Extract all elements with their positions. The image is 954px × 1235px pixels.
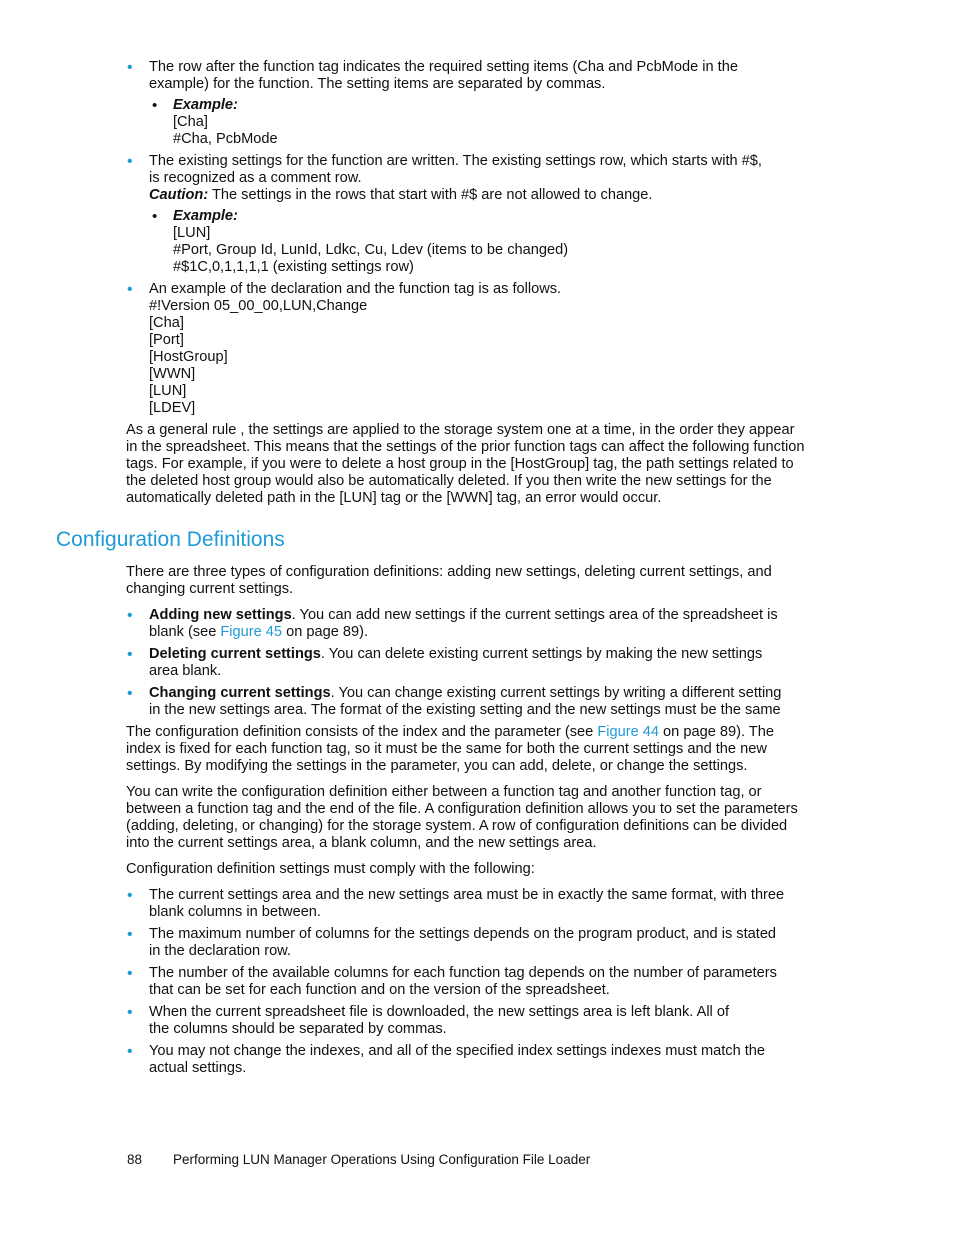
rule-item	[126, 965, 836, 999]
text-line: • The current settings area and the new settings area must be in exactly the same format, with three	[149, 887, 785, 903]
text-line: in the spreadsheet. This means that the settings of the prior function tags can affect the following function	[126, 439, 805, 455]
text-line: that can be set for each function and on the version of the spreadsheet.	[149, 982, 610, 998]
text-line: area blank.	[149, 663, 222, 679]
example-line: [LUN]	[173, 225, 211, 241]
example-item	[149, 97, 836, 148]
term-text: . You can delete existing current settings by making the new settings	[320, 646, 763, 662]
text-line: • An example of the declaration and the function tag is as follows.	[149, 281, 562, 297]
example-line: #Port, Group Id, LunId, Ldkc, Cu, Ldev (items to be changed)	[173, 242, 569, 258]
term-label: Adding new settings	[149, 607, 292, 623]
text-line	[126, 724, 836, 741]
text-line: • The maximum number of columns for the settings depends on the program product, and is stated	[149, 926, 777, 942]
caution-line	[149, 187, 836, 204]
general-rule-paragraph	[126, 422, 836, 507]
code-line: [LUN]	[149, 383, 187, 399]
bullet-declaration-example	[126, 281, 836, 417]
text-line: settings. By modifying the settings in the parameter, you can add, delete, or change the settings.	[126, 758, 748, 774]
text-line	[149, 646, 836, 663]
comply-paragraph: Configuration definition settings must comply with the following:	[126, 861, 535, 877]
text-fragment: blank (see	[149, 624, 221, 640]
code-line: [Port]	[149, 332, 184, 348]
section-heading: Configuration Definitions	[56, 528, 285, 551]
text-fragment: on page 89). The	[659, 724, 774, 740]
top-bullet-list	[126, 59, 836, 417]
code-line: [LDEV]	[149, 400, 196, 416]
text-line	[149, 685, 836, 702]
text-line: index is fixed for each function tag, so it must be the same for both the current settings and the new	[126, 741, 767, 757]
text-line: • You may not change the indexes, and all of the specified index settings indexes must match the	[149, 1043, 766, 1059]
footer-title: Performing LUN Manager Operations Using Configuration File Loader	[173, 1152, 591, 1167]
bullet-adding	[126, 607, 836, 641]
page-footer	[127, 1151, 590, 1168]
term-label: Deleting current settings	[149, 646, 321, 662]
text-line: is recognized as a comment row.	[149, 170, 362, 186]
example-line: [Cha]	[173, 114, 208, 130]
text-line: • The number of the available columns for each function tag depends on the number of parameters	[149, 965, 777, 981]
write-paragraph	[126, 784, 836, 852]
caution-label: Caution:	[149, 187, 209, 203]
text-line: between a function tag and the end of the file. A configuration definition allows you to set the parameters	[126, 801, 798, 817]
example-line: #Cha, PcbMode	[173, 131, 278, 147]
bullet-deleting	[126, 646, 836, 680]
text-line: • The row after the function tag indicates the required setting items (Cha and PcbMode in the	[149, 59, 738, 75]
text-line	[149, 624, 836, 641]
caution-text: The settings in the rows that start with #$ are not allowed to change.	[208, 187, 653, 203]
text-line: (adding, deleting, or changing) for the storage system. A row of configuration definitions can be divided	[126, 818, 788, 834]
page-body	[56, 59, 836, 1082]
text-line: into the current settings area, a blank column, and the new settings area.	[126, 835, 597, 851]
text-line: the deleted host group would also be automatically deleted. If you then write the new settings for the	[126, 473, 772, 489]
index-paragraph	[126, 724, 836, 775]
text-line: in the new settings area. The format of the existing setting and the new settings must be the same	[149, 702, 781, 718]
text-line: blank columns in between.	[149, 904, 321, 920]
figure-45-link[interactable]: Figure 45	[220, 624, 283, 640]
example-list	[149, 208, 836, 276]
text-line: actual settings.	[149, 1060, 247, 1076]
code-line: [WWN]	[149, 366, 196, 382]
text-line: As a general rule , the settings are applied to the storage system one at a time, in the order they appear	[126, 422, 795, 438]
code-line: [HostGroup]	[149, 349, 228, 365]
text-fragment: on page 89).	[282, 624, 369, 640]
term-text: . You can change existing current settings by writing a different setting	[330, 685, 782, 701]
rule-item	[126, 1043, 836, 1077]
text-line: automatically deleted path in the [LUN] tag or the [WWN] tag, an error would occur.	[126, 490, 662, 506]
text-line: • When the current spreadsheet file is downloaded, the new settings area is left blank. All of	[149, 1004, 730, 1020]
text-line: changing current settings.	[126, 581, 294, 597]
text-line: in the declaration row.	[149, 943, 291, 959]
rule-item	[126, 1004, 836, 1038]
text-line: example) for the function. The setting items are separated by commas.	[149, 76, 606, 92]
example-line: #$1C,0,1,1,1,1 (existing settings row)	[173, 259, 414, 275]
rules-list	[126, 887, 836, 1077]
example-label: • Example:	[173, 97, 238, 113]
definition-types-list	[126, 607, 836, 719]
text-line: tags. For example, if you were to delete a host group in the [HostGroup] tag, the path settings related to	[126, 456, 794, 472]
text-line: the columns should be separated by commas.	[149, 1021, 447, 1037]
text-line: • The existing settings for the function are written. The existing settings row, which starts with #$,	[149, 153, 762, 169]
text-line: There are three types of configuration definitions: adding new settings, deleting current settings, and	[126, 564, 772, 580]
example-item	[149, 208, 836, 276]
text-fragment: The configuration definition consists of the index and the parameter (see	[126, 724, 598, 740]
term-text: . You can add new settings if the current settings area of the spreadsheet is	[291, 607, 778, 623]
code-line: [Cha]	[149, 315, 184, 331]
bullet-required-settings	[126, 59, 836, 148]
term-label: Changing current settings	[149, 685, 331, 701]
example-label: • Example:	[173, 208, 238, 224]
page-number: 88	[127, 1152, 143, 1167]
bullet-changing	[126, 685, 836, 719]
intro-paragraph	[126, 564, 836, 598]
rule-item	[126, 926, 836, 960]
figure-44-link[interactable]: Figure 44	[597, 724, 659, 740]
code-line: #!Version 05_00_00,LUN,Change	[149, 298, 368, 314]
bullet-existing-settings	[126, 153, 836, 276]
text-line: You can write the configuration definition either between a function tag and another function tag, or	[126, 784, 762, 800]
example-list	[149, 97, 836, 148]
rule-item	[126, 887, 836, 921]
text-line	[149, 607, 836, 624]
